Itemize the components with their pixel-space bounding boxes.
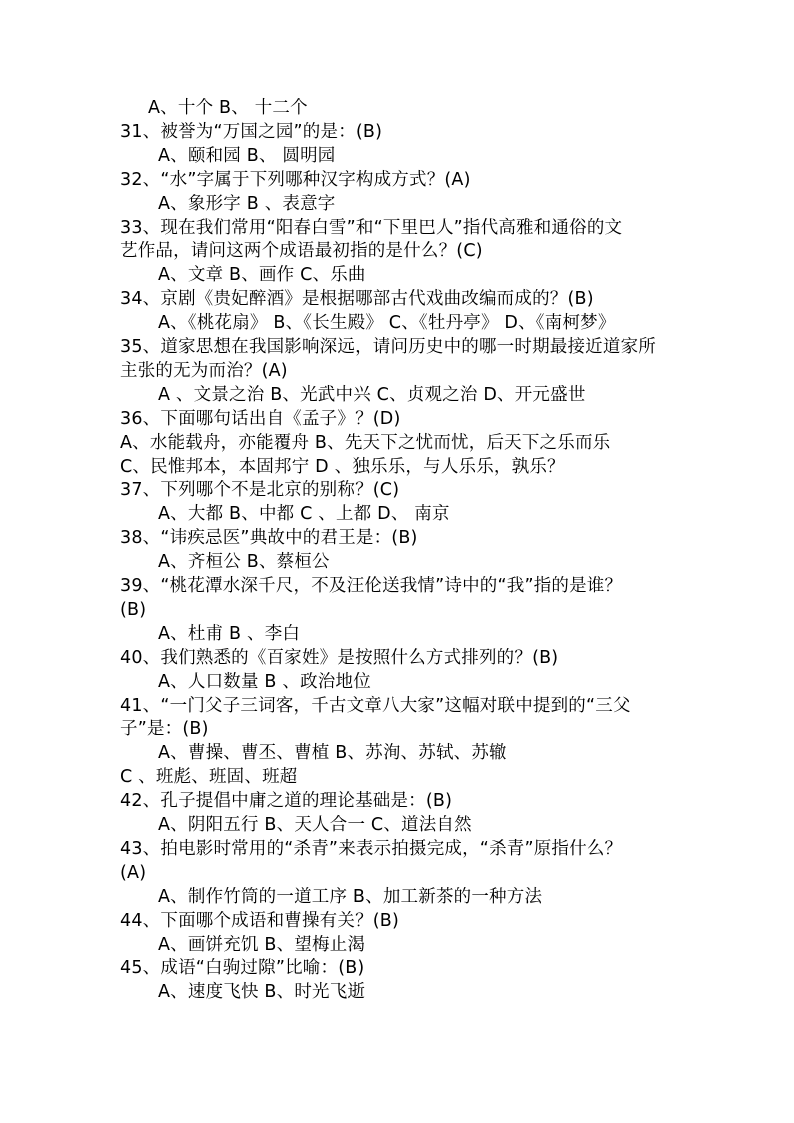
option-line: A、曹操、曹丕、曹植 B、苏洵、苏轼、苏辙: [158, 743, 507, 764]
text-line: A、水能载舟，亦能覆舟 B、先天下之忧而忧，后天下之乐而乐: [120, 432, 611, 453]
text-line: C、民惟邦本，本固邦宁 D 、独乐乐，与人乐乐，孰乐？: [120, 456, 565, 477]
question-line: 33、现在我们常用“阳春白雪”和“下里巴人”指代高雅和通俗的文: [120, 217, 623, 238]
text-line: 子”是：(B): [120, 719, 209, 740]
option-line: A、画饼充饥 B、望梅止渴: [158, 934, 366, 955]
question-line: 38、“讳疾忌医”典故中的君王是：(B): [120, 528, 418, 549]
text-line: 艺作品，请问这两个成语最初指的是什么？(C): [120, 241, 483, 262]
question-line: 43、拍电影时常用的“杀青”来表示拍摄完成，“杀青”原指什么？: [120, 838, 623, 859]
question-line: 44、下面哪个成语和曹操有关？(B): [120, 910, 400, 931]
question-line: 31、被誉为“万国之园”的是：(B): [120, 121, 383, 142]
question-line: 34、京剧《贵妃醉酒》是根据哪部古代戏曲改编而成的？(B): [120, 289, 594, 310]
question-line: 39、“桃花潭水深千尺，不及汪伦送我情”诗中的“我”指的是谁？: [120, 576, 623, 596]
option-line: A、文章 B、画作 C、乐曲: [158, 265, 366, 286]
question-line: 37、下列哪个不是北京的别称？(C): [120, 480, 400, 501]
question-line: 36、下面哪句话出自《孟子》？(D): [120, 408, 401, 429]
option-line: A、齐桓公 B、蔡桓公: [158, 552, 330, 573]
option-line: A、制作竹筒的一道工序 B、加工新茶的一种方法: [158, 886, 543, 907]
text-line: (B): [120, 599, 147, 620]
option-line: A、阴阳五行 B、天人合一 C、道法自然: [158, 815, 472, 835]
option-line: A、速度飞快 B、时光飞逝: [158, 982, 366, 1003]
text-line: 主张的无为而治？(A): [120, 360, 288, 381]
question-line: 45、成语“白驹过隙”比喻：(B): [120, 958, 365, 979]
question-line: 40、我们熟悉的《百家姓》是按照什么方式排列的？(B): [120, 647, 559, 668]
option-line: A、象形字 B 、表意字: [158, 193, 336, 214]
question-line: 41、“一门父子三词客，千古文章八大家”这幅对联中提到的“三父: [120, 695, 631, 716]
option-line: A、《桃花扇》 B、《长生殿》 C、《牡丹亭》 D、《南柯梦》: [158, 313, 616, 334]
option-line: A、人口数量 B 、政治地位: [158, 671, 371, 692]
option-line: A、十个 B、 十二个: [148, 98, 308, 118]
text-line: C 、班彪、班固、班超: [120, 767, 298, 788]
question-line: 42、孔子提倡中庸之道的理论基础是：(B): [120, 791, 453, 812]
option-line: A、颐和园 B、 圆明园: [158, 145, 336, 166]
option-line: A、杜甫 B 、李白: [158, 623, 301, 644]
option-line: A 、文景之治 B、光武中兴 C、贞观之治 D、开元盛世: [158, 384, 586, 405]
question-line: 35、道家思想在我国影响深远，请问历史中的哪一时期最接近道家所: [120, 337, 656, 357]
option-line: A、大都 B、中都 C 、上都 D、 南京: [158, 504, 450, 525]
text-line: (A): [120, 862, 147, 883]
question-line: 32、“水”字属于下列哪种汉字构成方式？(A): [120, 169, 471, 190]
